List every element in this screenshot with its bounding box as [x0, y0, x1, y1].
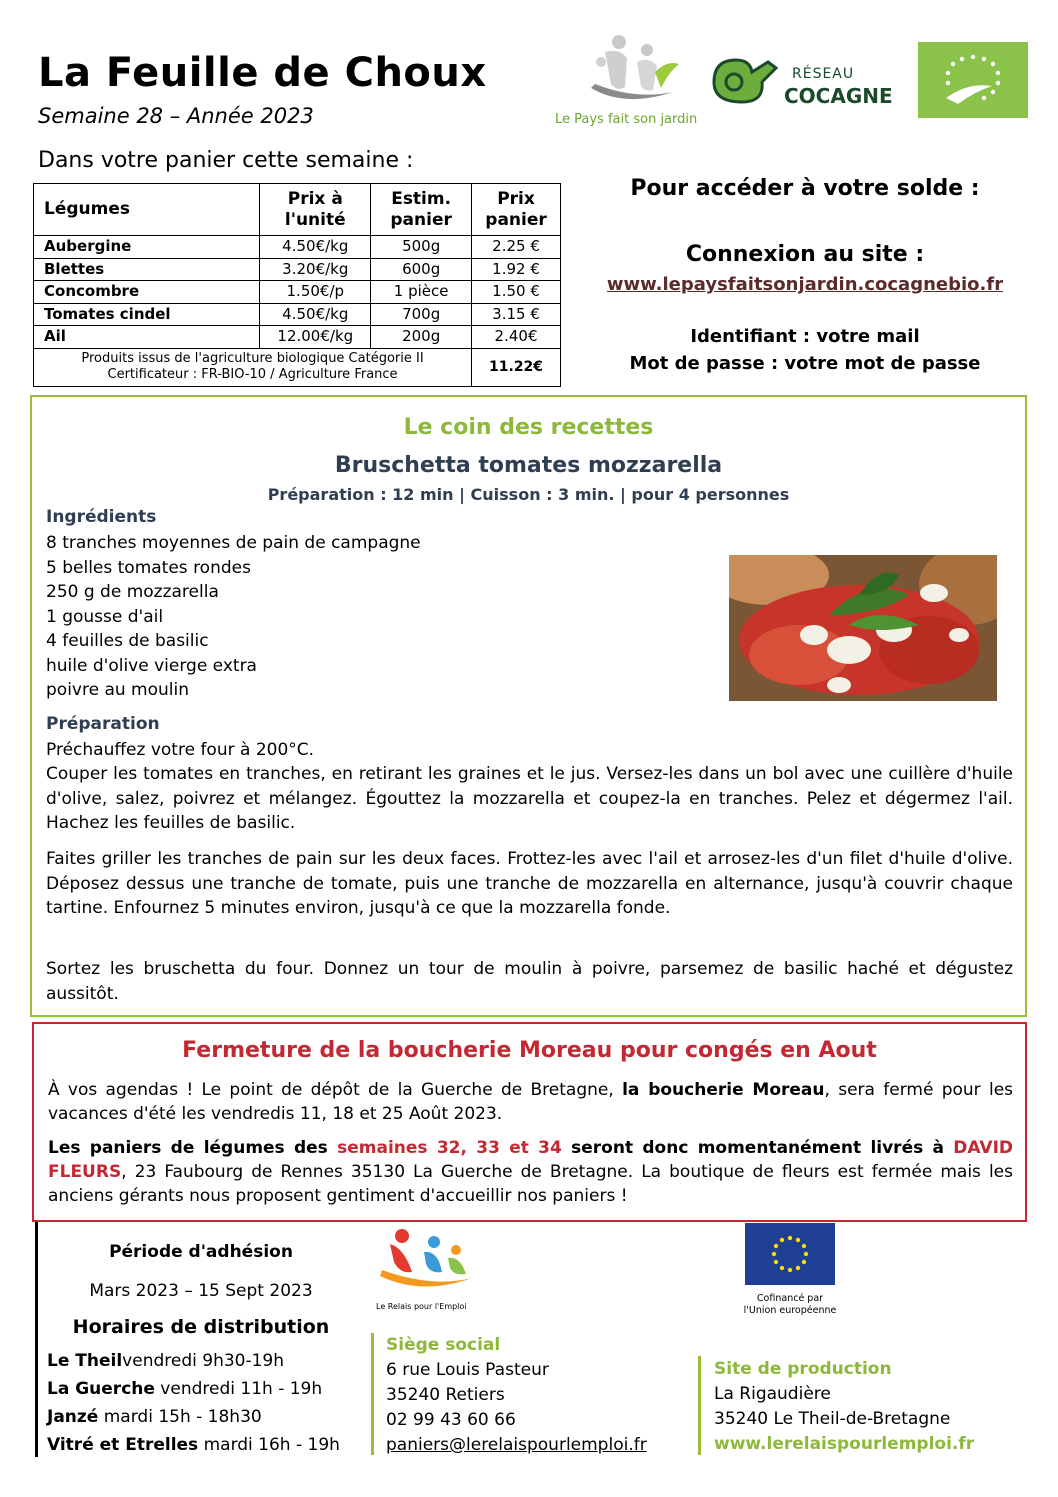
newsletter-title: La Feuille de Choux — [38, 50, 487, 96]
head-office-street: 6 rue Louis Pasteur — [386, 1360, 549, 1380]
unit-price: 4.50€/kg — [260, 236, 371, 259]
list-item: 1 gousse d'ail — [46, 606, 164, 627]
pays-fait-son-jardin-logo — [555, 32, 730, 132]
certification-line-1: Produits issus de l'agriculture biologique Catégorie II — [81, 351, 424, 366]
estimated-quantity: 600g — [371, 258, 472, 281]
list-item: huile d'olive vierge extra — [46, 655, 257, 676]
list-item: 5 belles tomates rondes — [46, 557, 251, 578]
table-row — [34, 236, 561, 259]
ingredients-label: Ingrédients — [46, 507, 157, 527]
vegetable-name: Tomates cindel — [34, 303, 260, 326]
basket-price: 2.25 € — [472, 236, 561, 259]
prep-step-2: Couper les tomates en tranches, en retirant les graines et le jus. Versez-les dans un bol avec une cuillère d'huile d'olive, salez, poivrez et mélangez. Égouttez la mozzarella et coupez-la en tranches. Pelez et dégermez l'ail. Hachez les feuilles de basilic. — [46, 764, 1013, 833]
notice-shop-name: la boucherie Moreau — [622, 1080, 825, 1100]
notice-title: Fermeture de la boucherie Moreau pour congés en Aout — [182, 1038, 877, 1063]
schedule-place: Vitré et Etrelles — [47, 1435, 199, 1455]
head-office-block — [386, 1333, 647, 1458]
head-office-city: 35240 Retiers — [386, 1385, 505, 1405]
production-site-title: Site de production — [714, 1359, 892, 1379]
schedule-place: Le Theil — [47, 1351, 123, 1371]
basket-total: 11.22€ — [472, 348, 561, 386]
schedule-place: La Guerche — [47, 1379, 155, 1399]
eu-caption-line-2: l'Union européenne — [743, 1305, 837, 1316]
estimated-quantity: 700g — [371, 303, 472, 326]
table-row — [34, 258, 561, 281]
table-footer-row — [34, 348, 561, 386]
column-header: Prix à l'unité — [260, 184, 371, 236]
schedule-row — [47, 1379, 322, 1399]
ingredients-list — [46, 531, 421, 703]
estimated-quantity: 1 pièce — [371, 281, 472, 304]
membership-period: Mars 2023 – 15 Sept 2023 — [89, 1281, 313, 1301]
basket-price: 1.50 € — [472, 281, 561, 304]
reseau-cocagne-logo — [710, 52, 910, 112]
schedule-time: mardi 16h - 19h — [198, 1435, 340, 1455]
notice-text: , 23 Faubourg de Rennes 35130 La Guerche de Bretagne. La boutique de fleurs est fermée mais les anciens gérants nous proposent gentiment d'accueillir nos paniers ! — [48, 1162, 1013, 1206]
recipe-box — [30, 395, 1027, 1017]
schedule-time: mardi 15h - 18h30 — [98, 1407, 262, 1427]
basket-price: 1.92 € — [472, 258, 561, 281]
prep-step-4: Sortez les bruschetta du four. Donnez un tour de moulin à poivre, parsemez de basilic haché et dégustez aussitôt. — [46, 959, 1013, 1004]
logo-caption: Le Pays fait son jardin — [555, 112, 698, 127]
estimated-quantity: 200g — [371, 326, 472, 349]
site-divider — [698, 1356, 701, 1455]
notice-weeks: semaines 32, 33 et 34 — [337, 1138, 562, 1158]
vegetable-name: Aubergine — [34, 236, 260, 259]
recipe-meta: Préparation : 12 min | Cuisson : 3 min. | pour 4 personnes — [267, 485, 790, 504]
notice-text-bold: Les paniers de légumes des — [48, 1138, 338, 1158]
notice-text: À vos agendas ! Le point de dépôt de la Guerche de Bretagne, — [48, 1080, 623, 1100]
schedule-row — [47, 1407, 262, 1427]
production-site-name: La Rigaudière — [714, 1384, 831, 1404]
week-subtitle: Semaine 28 – Année 2023 — [38, 104, 314, 128]
notice-paragraph-1 — [48, 1078, 1013, 1126]
preparation-label: Préparation — [46, 714, 160, 734]
bruschetta-photo — [729, 555, 997, 701]
notice-text-bold: seront donc momentanément livrés à — [561, 1138, 954, 1158]
list-item: 8 tranches moyennes de pain de campagne — [46, 533, 421, 553]
distribution-hours-title: Horaires de distribution — [72, 1316, 330, 1338]
unit-price: 4.50€/kg — [260, 303, 371, 326]
prep-step-3: Faites griller les tranches de pain sur les deux faces. Frottez-les avec l'ail et arrosez-les d'un filet d'huile d'olive. Déposez dessus une tranche de tomate, puis une tranche de mozzarella en alternance, jusqu'à couvrir chaque tartine. Enfournez 5 minutes environ, jusqu'à ce que la mozzarella fonde. — [46, 849, 1013, 918]
head-office-title: Siège social — [386, 1335, 501, 1355]
eu-caption — [720, 1293, 860, 1317]
list-item: 4 feuilles de basilic — [46, 631, 209, 651]
unit-price: 3.20€/kg — [260, 258, 371, 281]
closure-notice — [32, 1022, 1027, 1222]
head-office-email[interactable]: paniers@lerelaispourlemploi.fr — [386, 1435, 647, 1455]
prep-step-1: Préchauffez votre four à 200°C. — [46, 740, 315, 760]
basket-price: 3.15 € — [472, 303, 561, 326]
login-password: Mot de passe : votre mot de passe — [629, 353, 981, 374]
vegetable-name: Blettes — [34, 258, 260, 281]
column-header: Légumes — [34, 184, 260, 236]
network-name: COCAGNE — [784, 84, 893, 108]
basket-price: 2.40€ — [472, 326, 561, 349]
unit-price: 1.50€/p — [260, 281, 371, 304]
list-item: poivre au moulin — [46, 680, 190, 700]
table-row — [34, 303, 561, 326]
head-office-phone: 02 99 43 60 66 — [386, 1410, 516, 1430]
production-site-block — [714, 1357, 974, 1457]
footer-divider — [35, 1222, 38, 1457]
recipe-title: Bruschetta tomates mozzarella — [334, 453, 723, 478]
eu-organic-logo — [918, 42, 1028, 118]
unit-price: 12.00€/kg — [260, 326, 371, 349]
connection-heading: Connexion au site : — [685, 242, 925, 267]
eu-flag — [745, 1223, 835, 1285]
site-link[interactable]: www.lepaysfaitsonjardin.cocagnebio.fr — [606, 274, 1004, 295]
recipe-section-title: Le coin des recettes — [403, 415, 654, 440]
column-header: Estim. panier — [371, 184, 472, 236]
balance-heading: Pour accéder à votre solde : — [630, 176, 980, 201]
membership-period-title: Période d'adhésion — [109, 1242, 293, 1262]
table-row — [34, 281, 561, 304]
basket-heading: Dans votre panier cette semaine : — [38, 148, 414, 173]
certification-note — [34, 348, 472, 386]
schedule-time: vendredi 11h - 19h — [154, 1379, 323, 1399]
relais-pour-emploi-logo — [372, 1222, 482, 1317]
table-header-row — [34, 184, 561, 236]
login-identifier: Identifiant : votre mail — [690, 326, 920, 347]
hq-divider — [371, 1333, 374, 1455]
notice-florist-name: DAVID FLEURS — [48, 1138, 1014, 1182]
column-header: Prix panier — [472, 184, 561, 236]
estimated-quantity: 500g — [371, 236, 472, 259]
eu-caption-line-1: Cofinancé par — [756, 1293, 824, 1304]
list-item: 250 g de mozzarella — [46, 582, 219, 602]
table-row — [34, 326, 561, 349]
schedule-row — [47, 1435, 340, 1455]
notice-paragraph-2 — [48, 1136, 1013, 1208]
schedule-time: vendredi 9h30-19h — [122, 1351, 285, 1371]
vegetable-name: Ail — [34, 326, 260, 349]
schedule-row — [47, 1351, 284, 1371]
certification-line-2: Certificateur : FR-BIO-10 / Agriculture France — [107, 367, 398, 382]
production-site-city: 35240 Le Theil-de-Bretagne — [714, 1409, 951, 1429]
production-site-web[interactable]: www.lerelaispourlemploi.fr — [714, 1434, 975, 1454]
vegetable-name: Concombre — [34, 281, 260, 304]
relais-caption: Le Relais pour l'Emploi — [376, 1302, 467, 1311]
schedule-place: Janzé — [47, 1407, 99, 1427]
notice-text: , sera fermé pour les vacances d'été les vendredis 11, 18 et 25 Août 2023. — [48, 1080, 1014, 1124]
basket-table — [33, 183, 561, 387]
network-label: RÉSEAU — [792, 66, 855, 82]
